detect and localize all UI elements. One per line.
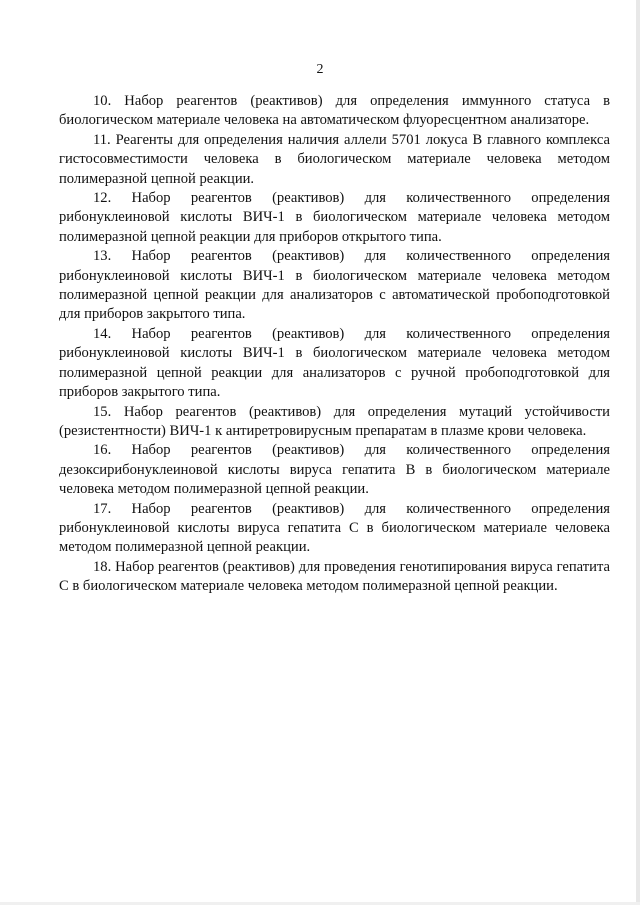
list-item-10: 10. Набор реагентов (реактивов) для определения иммунного статуса в биологическом материале человека на автоматическом флуоресцентном анализаторе. <box>59 93 610 129</box>
list-item-12: 12. Набор реагентов (реактивов) для количественного определения рибонуклеиновой кислоты ВИЧ-1 в биологическом материале человека методом полимеразной цепной реакции для приборов открытого типа. <box>59 190 610 245</box>
scan-edge-right <box>636 0 640 905</box>
list-item-14: 14. Набор реагентов (реактивов) для количественного определения рибонуклеиновой кислоты ВИЧ-1 в биологическом материале человека методом полимеразной цепной реакции для анализаторов с ручной пробоподготовкой для приборов закрытого типа. <box>59 325 610 401</box>
list-item-16: 16. Набор реагентов (реактивов) для количественного определения дезоксирибонуклеиновой кислоты вируса гепатита В в биологическом материале человека методом полимеразной цепной реакции. <box>59 442 610 498</box>
list-item-17: 17. Набор реагентов (реактивов) для количественного определения рибонуклеиновой кислоты вируса гепатита С в биологическом материале человека методом полимеразной цепной реакции. <box>59 500 610 556</box>
document-body <box>59 92 610 597</box>
list-item-11: 11. Реагенты для определения наличия аллели 5701 локуса В главного комплекса гистосовместимости человека в биологическом материале человека методом полимеразной цепной реакции. <box>59 131 610 187</box>
list-item-13: 13. Набор реагентов (реактивов) для количественного определения рибонуклеиновой кислоты ВИЧ-1 в биологическом материале человека методом полимеразной цепной реакции для анализаторов с автоматической пробоподготовкой для приборов закрытого типа. <box>59 248 610 323</box>
page-number: 2 <box>316 62 324 77</box>
list-item-15: 15. Набор реагентов (реактивов) для определения мутаций устойчивости (резистентности) ВИЧ-1 к антиретровирусным препаратам в плазме крови человека. <box>59 403 610 439</box>
list-item-18: 18. Набор реагентов (реактивов) для проведения генотипирования вируса гепатита С в биологическом материале человека методом полимеразной цепной реакции. <box>59 558 610 595</box>
